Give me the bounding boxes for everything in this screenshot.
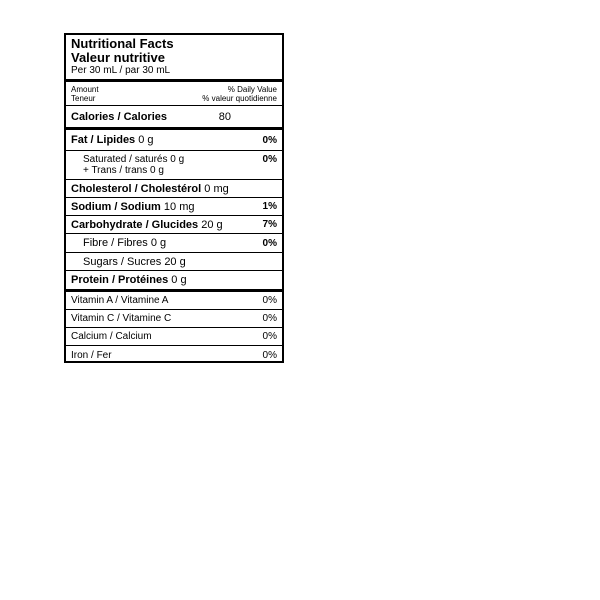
calcium-percent: 0% bbox=[262, 331, 277, 342]
fat-label: Fat / Lipides bbox=[71, 134, 136, 146]
sodium-label: Sodium / Sodium bbox=[71, 200, 161, 213]
sodium-amount: 10 mg bbox=[163, 200, 195, 213]
calcium-label: Calcium / Calcium bbox=[71, 331, 152, 342]
sodium-percent: 1% bbox=[262, 201, 277, 212]
fat-percent: 0% bbox=[262, 134, 277, 146]
daily-value-label-fr: % valeur quotidienne bbox=[202, 94, 277, 103]
sugars-row bbox=[66, 253, 282, 271]
iron-row bbox=[66, 346, 282, 364]
sugars-text: Sugars / Sucres 20 g bbox=[83, 255, 186, 268]
calories-value: 80 bbox=[218, 110, 231, 123]
fat-amount: 0 g bbox=[138, 134, 154, 146]
amount-label-en: Amount bbox=[71, 85, 99, 94]
vitamin-a-row bbox=[66, 292, 282, 310]
carbohydrate-percent: 7% bbox=[262, 219, 277, 230]
carbohydrate-label: Carbohydrate / Glucides bbox=[71, 218, 199, 231]
trans-fat: + Trans / trans 0 g bbox=[83, 165, 164, 176]
saturated-percent: 0% bbox=[262, 154, 277, 165]
nutrition-facts-table bbox=[64, 33, 284, 363]
protein-amount: 0 g bbox=[171, 274, 187, 286]
saturated-fat: Saturated / saturés 0 g bbox=[83, 154, 185, 165]
vitamin-c-row bbox=[66, 310, 282, 328]
cholesterol-amount: 0 mg bbox=[204, 182, 229, 195]
carbohydrate-amount: 20 g bbox=[201, 218, 223, 231]
protein-row bbox=[66, 271, 282, 292]
fat-row bbox=[66, 130, 282, 151]
calories-label: Calories / Calories bbox=[71, 110, 167, 123]
vitamin-a-percent: 0% bbox=[262, 295, 277, 306]
fibre-text: Fibre / Fibres 0 g bbox=[83, 237, 167, 249]
amount-label-fr: Teneur bbox=[71, 94, 96, 103]
fibre-row bbox=[66, 234, 282, 253]
iron-label: Iron / Fer bbox=[71, 349, 112, 361]
fibre-percent: 0% bbox=[262, 237, 277, 249]
daily-value-label-en: % Daily Value bbox=[227, 85, 277, 94]
saturated-trans-row bbox=[66, 151, 282, 180]
sodium-row bbox=[66, 198, 282, 216]
vitamin-a-label: Vitamin A / Vitamine A bbox=[71, 295, 169, 306]
vitamin-c-percent: 0% bbox=[262, 313, 277, 324]
label-header bbox=[66, 35, 282, 82]
vitamin-c-label: Vitamin C / Vitamine C bbox=[71, 313, 172, 324]
serving-size: Per 30 mL / par 30 mL bbox=[71, 65, 171, 76]
protein-label: Protein / Protéines bbox=[71, 274, 169, 286]
amount-header bbox=[66, 82, 282, 106]
iron-percent: 0% bbox=[262, 349, 277, 361]
cholesterol-row bbox=[66, 180, 282, 198]
title-english: Nutritional Facts bbox=[71, 36, 174, 51]
calcium-row bbox=[66, 328, 282, 346]
title-french: Valeur nutritive bbox=[71, 50, 165, 65]
cholesterol-label: Cholesterol / Cholestérol bbox=[71, 182, 202, 195]
calories-row bbox=[66, 106, 282, 130]
carbohydrate-row bbox=[66, 216, 282, 234]
